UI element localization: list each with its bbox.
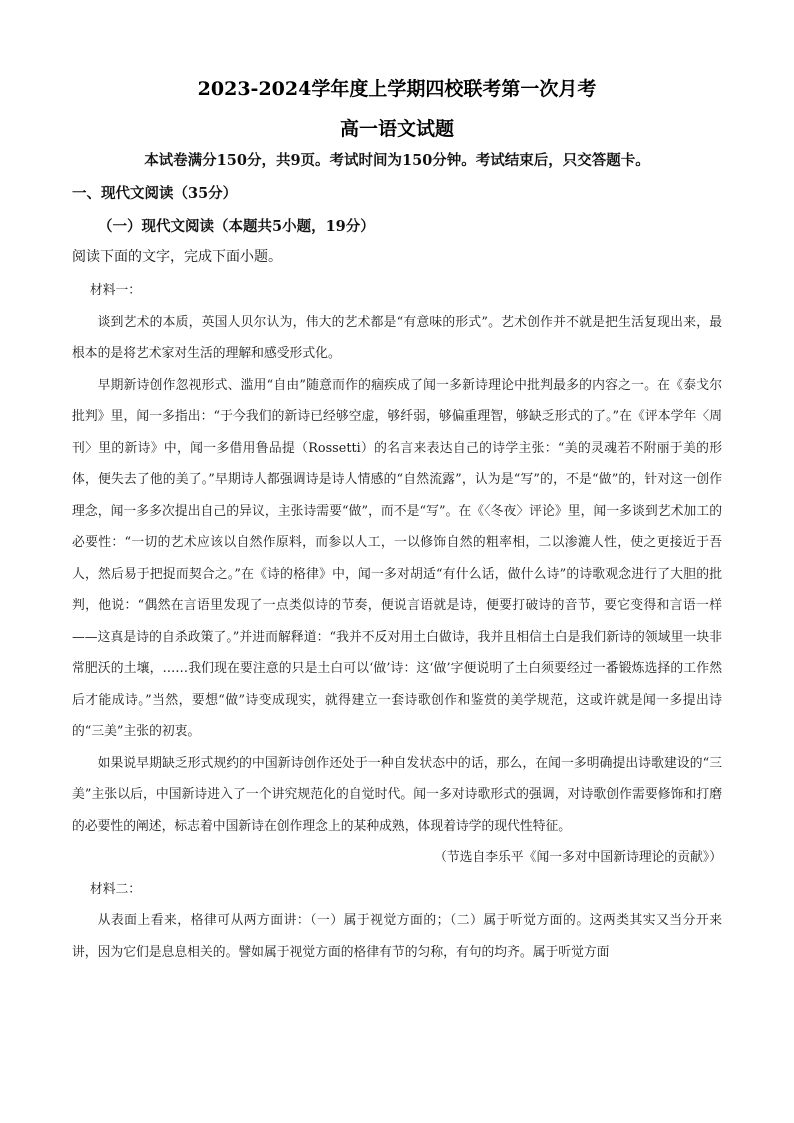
- material-two-label: 材料二：: [89, 881, 142, 897]
- material-one-paragraph: 如果说早期缺乏形式规约的中国新诗创作还处于一种自发状态中的话，那么，在闻一多明确提出诗歌建设的“三美”主张以后，中国新诗进入了一个讲究规范化的自觉时代。闻一多对诗歌形式的强调，对诗歌创作需要修饰和打磨的必要性的阐述，标志着中国新诗在创作理念上的某种成熟，体现着诗学的现代性特征。: [72, 755, 722, 834]
- material-two-paragraph: 从表面上看来，格律可从两方面讲：（一）属于视觉方面的；（二）属于听觉方面的。这两类其实又当分开来讲，因为它们是息息相关的。譬如属于视觉方面的格律有节的匀称，有句的均齐。属于听觉方面: [72, 913, 722, 960]
- reading-instruction: 阅读下面的文字，完成下面小题。: [72, 249, 282, 265]
- material-one-paragraph: 谈到艺术的本质，英国人贝尔认为，伟大的艺术都是“有意味的形式”。艺术创作并不就是把生活复现出来，最根本的是将艺术家对生活的理解和感受形式化。: [72, 314, 722, 361]
- exam-title: 2023-2024学年度上学期四校联考第一次月考: [197, 78, 597, 100]
- material-one-label: 材料一：: [89, 283, 142, 298]
- section-subheading: （一）现代文阅读（本题共5小题，19分）: [98, 218, 375, 235]
- material-one-paragraph: 早期新诗创作忽视形式、滥用“自由”随意而作的痼疾成了闻一多新诗理论中批判最多的内容之一。在《泰戈尔批判》里，闻一多指出：“于今我们的新诗已经够空虚，够纤弱，够偏重理智，够缺乏形式的了。”在《评本学年〈周刊〉里的新诗》中，闻一多借用鲁品提（Rossetti）的名言来表达自己的诗学主张：“美的灵魂若不附丽于美的形体，便失去了他的美了。”早期诗人都强调诗是诗人情感的“自然流露”，认为是“写”的，不是“做”的，针对这一创作理念，闻一多多次提出自己的异议，主张诗需要“做”，而不是“写”。在《〈冬夜〉评论》里，闻一多谈到艺术加工的必要性：“一切的艺术应该以自然作原料，而参以人工，一以修饰自然的粗率相，二以渗漉人性，使之更接近于吾人，然后易于把捉而契合之。”在《诗的格律》中，闻一多对胡适“有什么话，做什么诗”的诗歌观念进行了大胆的批判，他说：“偶然在言语里发现了一点类似诗的节奏，便说言语就是诗，便要打破诗的音节，要它变得和言语一样——这真是诗的自杀政策了。”并进而解释道：“我并不反对用土白做诗，我并且相信土白是我们新诗的领域里一块非常肥沃的土壤，……我们现在要注意的只是土白可以‘做’诗：这‘做’字便说明了土白须要经过一番锻炼选择的工作然后才能成诗。”当然，要想“做”诗变成现实，就得建立一套诗歌创作和鉴赏的美学规范，这或许就是闻一多提出诗的“三美”主张的初衷。: [72, 377, 722, 739]
- section-heading: 一、现代文阅读（35分）: [72, 185, 238, 202]
- material-one-source: （节选自李乐平《闻一多对中国新诗理论的贡献》）: [434, 850, 722, 865]
- exam-subtitle: 高一语文试题: [339, 118, 454, 140]
- exam-intro: 本试卷满分150分，共9页。考试时间为150分钟。考试结束后，只交答题卡。: [144, 152, 650, 169]
- reading-passage: [72, 275, 722, 968]
